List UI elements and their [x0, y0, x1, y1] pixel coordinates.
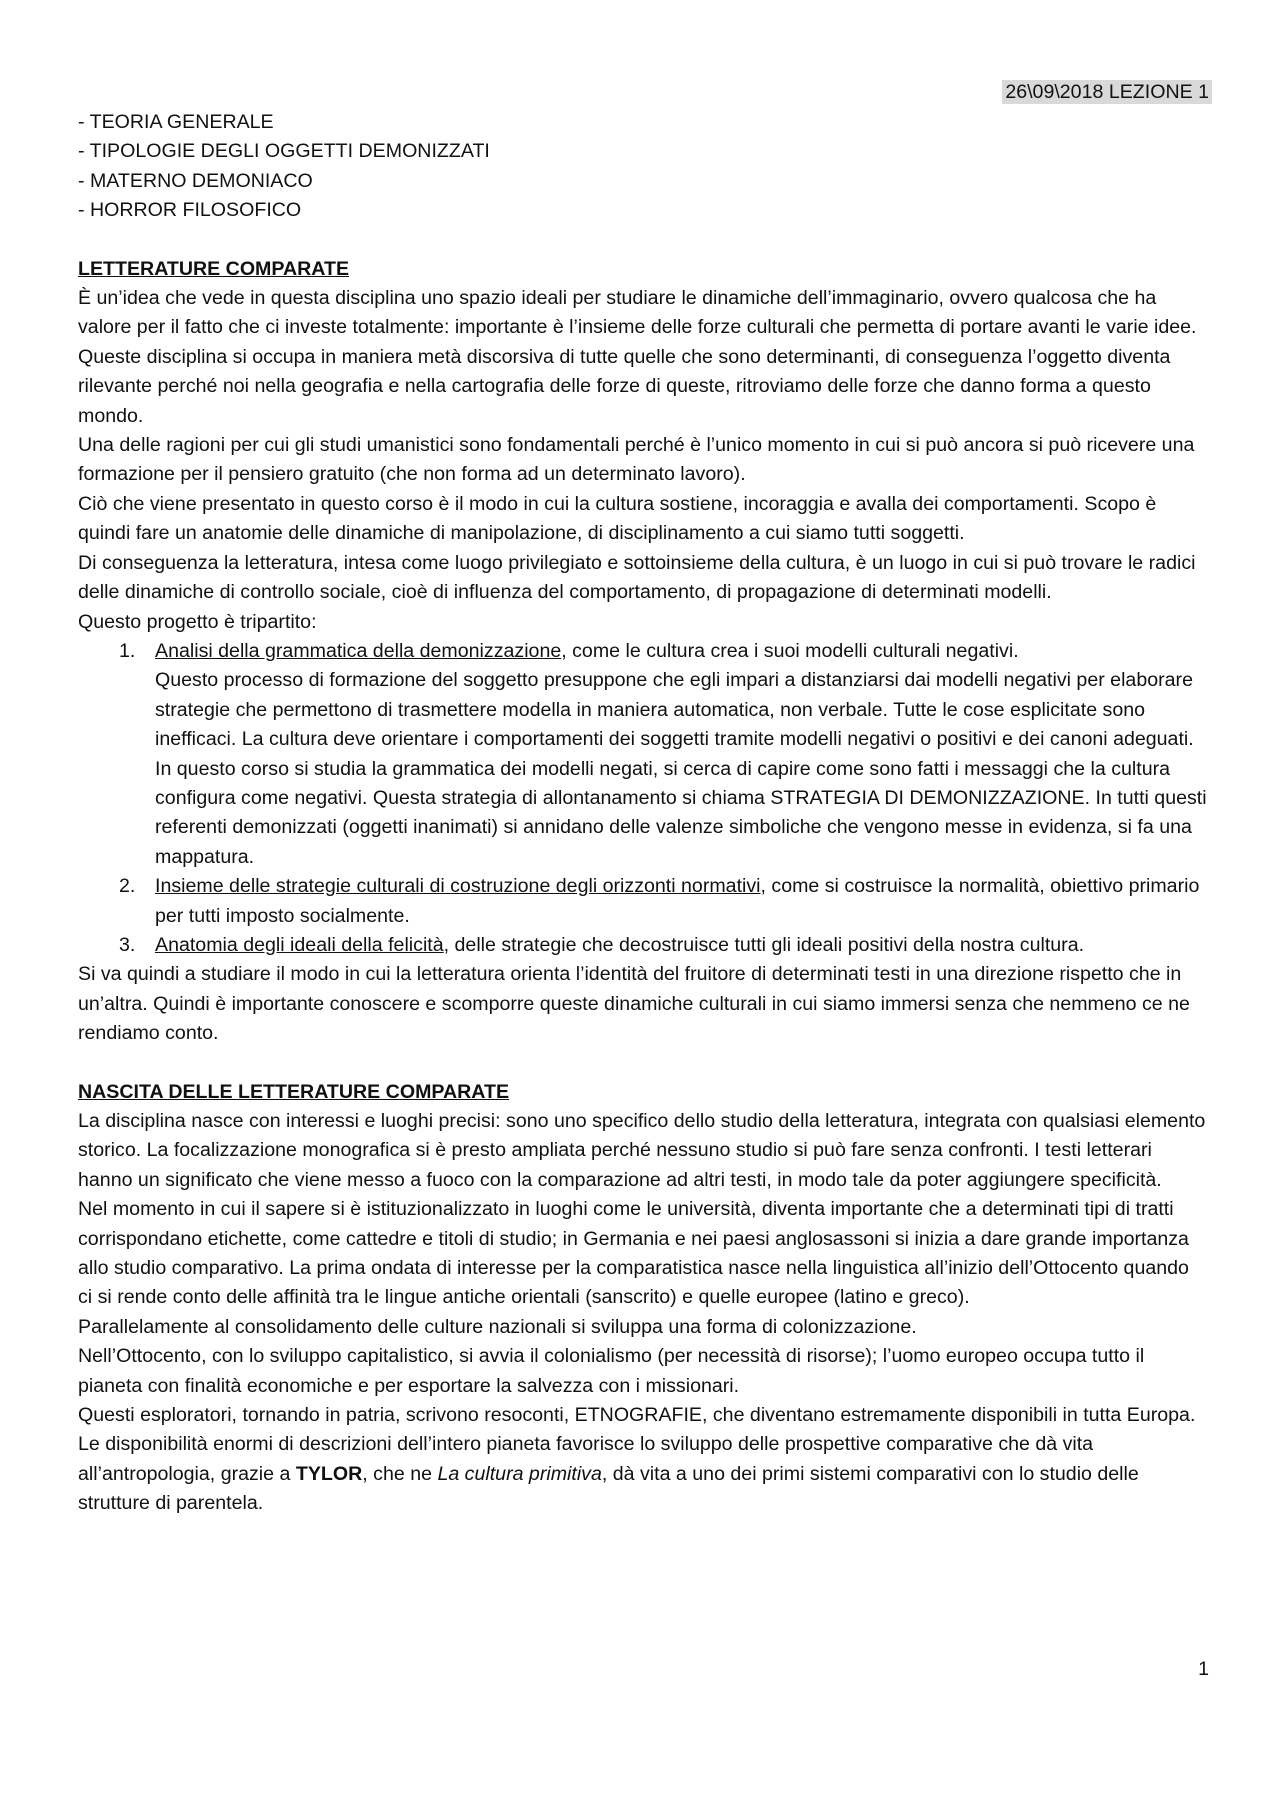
list-item: [78, 931, 1208, 960]
list-item-text: , come si costruisce la normalità, obiettivo primario per tutti imposto socialmente.: [155, 875, 1200, 927]
section-heading-nascita: NASCITA DELLE LETTERATURE COMPARATE: [78, 1080, 510, 1103]
list-number: 1.: [119, 639, 136, 662]
document-body: [78, 76, 1208, 1519]
topic-list: [78, 108, 1208, 226]
book-title: La cultura primitiva: [437, 1462, 602, 1485]
paragraph: Nell’Ottocento, con lo sviluppo capitalistico, si avvia il colonialismo (per necessità di risorse); l’uomo europeo occupa tutto il pianeta con finalità economiche e per esportare la salvezza con i missionari.: [78, 1345, 1145, 1397]
author-name: TYLOR: [295, 1462, 363, 1485]
paragraph: Parallelamente al consolidamento delle culture nazionali si sviluppa una forma di colonizzazione.: [78, 1315, 917, 1338]
paragraph: Si va quindi a studiare il modo in cui la letteratura orienta l’identità del fruitore di determinati testi in una direzione rispetto che in un’altra. Quindi è importante conoscere e scomporre queste dinamiche culturali in cui siamo immersi senza che nemmeno ce ne rendiamo conto.: [78, 963, 1190, 1045]
list-item-term: Insieme delle strategie culturali di costruzione degli orizzonti normativi: [155, 875, 761, 898]
paragraph: Questo progetto è tripartito:: [78, 610, 317, 633]
list-number: 3.: [119, 933, 136, 956]
topic-item: - HORROR FILOSOFICO: [78, 199, 302, 222]
list-item-text: , come le cultura crea i suoi modelli culturali negativi.: [561, 639, 1019, 662]
topic-item: - TIPOLOGIE DEGLI OGGETTI DEMONIZZATI: [78, 140, 490, 163]
topic-item: - TEORIA GENERALE: [78, 111, 274, 133]
section-heading-letterature-comparate: LETTERATURE COMPARATE: [78, 257, 350, 280]
paragraph-text: , che ne: [362, 1462, 438, 1485]
paragraph: È un’idea che vede in questa disciplina uno spazio ideali per studiare le dinamiche dell’immaginario, ovvero qualcosa che ha valore per il fatto che ci investe totalmente: importante è l’insieme delle forze culturali che permetta di portare avanti le varie idee. Queste disciplina si occupa in maniera metà discorsiva di tutte quelle che sono determinanti, di conseguenza l’oggetto diventa rilevante perché noi nella geografia e nella cartografia delle forze di queste, ritroviamo delle forze che danno forma a questo mondo.: [78, 287, 1197, 427]
list-number: 2.: [119, 875, 136, 898]
list-item-term: Anatomia degli ideali della felicità: [155, 933, 444, 956]
topic-item: - MATERNO DEMONIACO: [78, 169, 313, 192]
page-number: 1: [1198, 1658, 1209, 1680]
paragraph: Ciò che viene presentato in questo corso è il modo in cui la cultura sostiene, incoraggia e avalla dei comportamenti. Scopo è quindi fare un anatomie delle dinamiche di manipolazione, di disciplinamento a cui siamo tutti soggetti.: [78, 492, 1157, 545]
numbered-list: [78, 637, 1208, 960]
paragraph-text: , dà vita a uno dei primi sistemi comparativi con lo studio delle strutture di parentela.: [78, 1462, 1139, 1515]
paragraph: Una delle ragioni per cui gli studi umanistici sono fondamentali perché è l’unico momento in cui si può ancora si può ricevere una formazione per il pensiero gratuito (che non forma ad un determinato lavoro).: [78, 434, 1195, 486]
paragraph: [78, 1401, 1208, 1519]
list-item: [78, 872, 1208, 931]
list-item-text: , delle strategie che decostruisce tutti gli ideali positivi della nostra cultura.: [443, 933, 1085, 956]
list-item-subparagraph: Questo processo di formazione del soggetto presuppone che egli impari a distanziarsi dai modelli negativi per elaborare strategie che permettono di trasmettere modella in maniera automatica, non verbale. Tutte le cose esplicitate sono inefficaci. La cultura deve orientare i comportamenti dei soggetti tramite modelli negativi o positivi e dei canoni adeguati.: [155, 669, 1194, 751]
paragraph: Di conseguenza la letteratura, intesa come luogo privilegiato e sottoinsieme della cultura, è un luogo in cui si può trovare le radici delle dinamiche di controllo sociale, cioè di influenza del comportamento, di propagazione di determinati modelli.: [78, 551, 1196, 604]
lesson-date-label: 26\09\2018 LEZIONE 1: [1002, 80, 1212, 104]
list-item-subparagraph: In questo corso si studia la grammatica dei modelli negati, si cerca di capire come sono fatti i messaggi che la cultura configura come negativi. Questa strategia di allontanamento si chiama STRATEGIA DI DEMONIZZAZIONE. In tutti questi referenti demonizzati (oggetti inanimati) si annidano delle valenze simboliche che vengono messe in evidenza, si fa una mappatura.: [155, 757, 1207, 868]
paragraph: La disciplina nasce con interessi e luoghi precisi: sono uno specifico dello studio della letteratura, integrata con qualsiasi elemento storico. La focalizzazione monografica si è presto ampliata perché nessuno studio si può fare senza confronti. I testi letterari hanno un significato che viene messo a fuoco con la comparazione ad altri testi, in modo tale da poter aggiungere specificità.: [78, 1110, 1206, 1191]
list-item: [78, 637, 1208, 872]
list-item-term: Analisi della grammatica della demonizzazione: [155, 639, 562, 662]
paragraph-text: Questi esploratori, tornando in patria, scrivono resoconti, ETNOGRAFIE, che diventano estremamente disponibili in tutta Europa. Le disponibilità enormi di descrizioni dell’intero pianeta favorisce lo sviluppo delle prospettive comparative che dà vita all’antropologia, grazie a: [78, 1404, 1196, 1485]
paragraph: Nel momento in cui il sapere si è istituzionalizzato in luoghi come le università, diventa importante che a determinati tipi di tratti corrispondano etichette, come cattedre e titoli di studio; in Germania e nei paesi anglosassoni si inizia a dare grande importanza allo studio comparativo. La prima ondata di interesse per la comparatistica nasce nella linguistica all’inizio dell’Ottocento quando ci si rende conto delle affinità tra le lingue antiche orientali (sanscrito) e quelle europee (latino e greco).: [78, 1198, 1189, 1309]
